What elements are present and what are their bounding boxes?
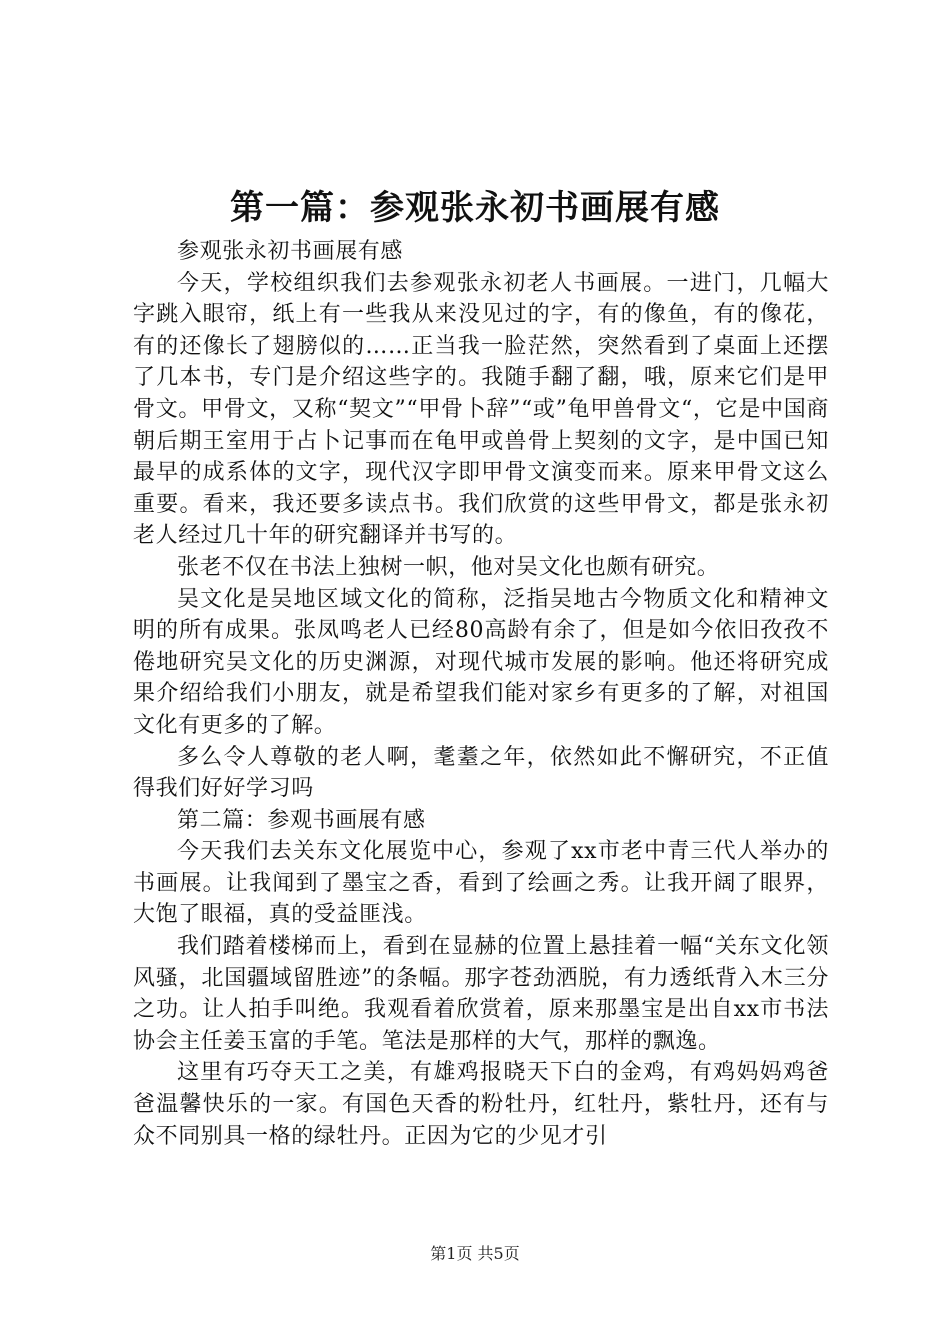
- document-title: 第一篇：参观张永初书画展有感: [230, 188, 720, 228]
- paragraph: 吴文化是吴地区域文化的简称，泛指吴地古今物质文化和精神文明的所有成果。张凤鸣老人已经80高龄有余了，但是如今依旧孜孜不倦地研究吴文化的历史渊源，对现代城市发展的影响。他还将研究成果介绍给我们小朋友，就是希望我们能对家乡有更多的了解，对祖国文化有更多的了解。: [133, 586, 829, 738]
- page-number-footer: 第1页 共5页: [430, 1244, 520, 1263]
- paragraph: 张老不仅在书法上独树一帜，他对吴文化也颇有研究。: [177, 554, 720, 580]
- paragraph: 多么令人尊敬的老人啊，耄耋之年，依然如此不懈研究，不正值得我们好好学习吗: [133, 744, 829, 802]
- paragraph: 这里有巧夺天工之美，有雄鸡报晓天下白的金鸡，有鸡妈妈鸡爸爸温馨快乐的一家。有国色天香的粉牡丹，红牡丹，紫牡丹，还有与众不同别具一格的绿牡丹。正因为它的少见才引: [133, 1060, 829, 1149]
- document-body: [133, 236, 829, 1152]
- paragraph: 今天我们去关东文化展览中心，参观了xx市老中青三代人举办的书画展。让我闻到了墨宝之香，看到了绘画之秀。让我开阔了眼界，大饱了眼福，真的受益匪浅。: [133, 839, 829, 928]
- paragraph-subtitle: 参观张永初书画展有感: [177, 239, 404, 264]
- paragraph: 今天，学校组织我们去参观张永初老人书画展。一进门，几幅大字跳入眼帘，纸上有一些我从来没见过的字，有的像鱼，有的像花，有的还像长了翅膀似的……正当我一脸茫然，突然看到了桌面上还摆了几本书，专门是介绍这些字的。我随手翻了翻，哦，原来它们是甲骨文。甲骨文，又称“契文”“甲骨卜辞”“或”龟甲兽骨文“，它是中国商朝后期王室用于占卜记事而在龟甲或兽骨上契刻的文字，是中国已知最早的成系体的文字，现代汉字即甲骨文演变而来。原来甲骨文这么重要。看来，我还要多读点书。我们欣赏的这些甲骨文，都是张永初老人经过几十年的研究翻译并书写的。: [133, 270, 829, 549]
- paragraph: 我们踏着楼梯而上，看到在显赫的位置上悬挂着一幅“关东文化领风骚，北国疆域留胜迹”的条幅。那字苍劲洒脱，有力透纸背入木三分之功。让人拍手叫绝。我观看着欣赏着，原来那墨宝是出自xx市书法协会主任姜玉富的手笔。笔法是那样的大气，那样的飘逸。: [133, 934, 829, 1054]
- section-heading: 第二篇：参观书画展有感: [177, 807, 426, 833]
